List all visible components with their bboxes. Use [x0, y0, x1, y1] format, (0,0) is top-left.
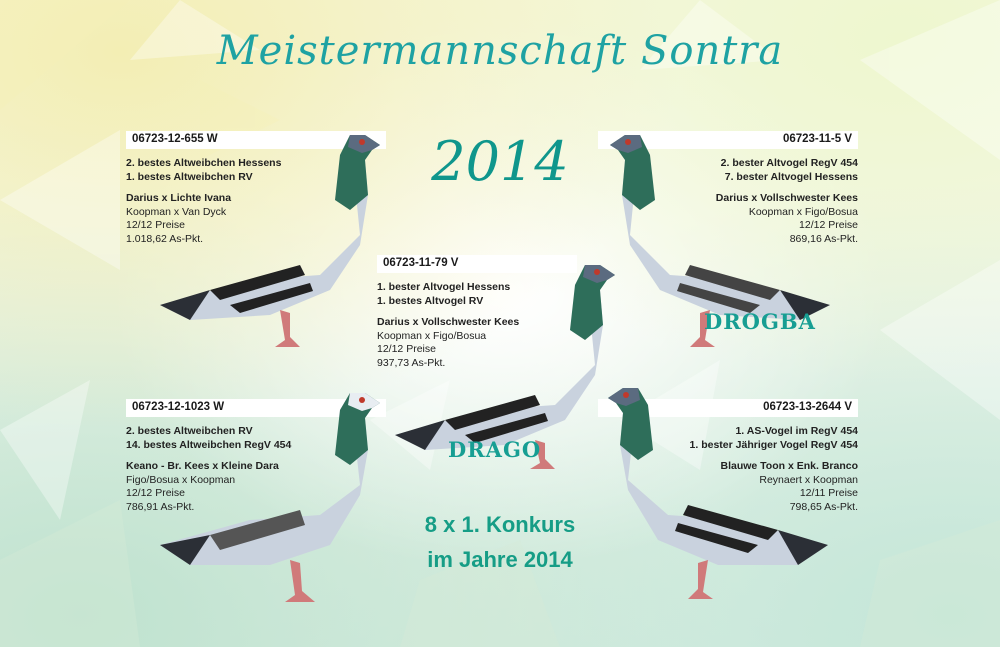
ring-number: 06723-11-79 V	[377, 255, 577, 273]
parents: Darius x Vollschwester Kees	[715, 192, 858, 204]
pigeon-image-1	[150, 115, 390, 350]
ring-number: 06723-11-5 V	[598, 131, 858, 149]
parents: Keano - Br. Kees x Kleine Dara	[126, 460, 279, 472]
achievement: 1. AS-Vogel im RegV 454	[735, 425, 858, 437]
prizes: 12/12 Preise	[377, 343, 436, 355]
achievement: 1. bester Jähriger Vogel RegV 454	[689, 438, 858, 451]
year-heading: 2014	[431, 130, 569, 193]
pigeon-image-4	[150, 385, 390, 615]
breed: Koopman x Figo/Bosua	[377, 329, 487, 342]
ring-number: 06723-13-2644 V	[598, 399, 858, 417]
achievement: 7. bester Altvogel Hessens	[724, 170, 858, 183]
prizes: 12/12 Preise	[126, 487, 185, 499]
breed: Reynaert x Koopman	[759, 473, 858, 486]
points: 869,16 As-Pkt.	[789, 232, 858, 245]
achievement: 1. bestes Altvogel RV	[377, 294, 484, 307]
prizes: 12/11 Preise	[799, 487, 858, 499]
achievement: 1. bester Altvogel Hessens	[377, 281, 511, 293]
parents: Darius x Vollschwester Kees	[377, 316, 520, 328]
breed: Figo/Bosua x Koopman	[126, 473, 236, 486]
achievement: 2. bestes Altweibchen RV	[126, 425, 253, 437]
parents: Blauwe Toon x Enk. Branco	[720, 460, 858, 472]
poster-title: Meistermannschaft Sontra	[216, 28, 784, 74]
achievement: 14. bestes Altweibchen RegV 454	[126, 438, 292, 451]
ring-number: 06723-12-655 W	[126, 131, 386, 149]
breed: Koopman x Figo/Bosua	[748, 205, 858, 218]
ring-number: 06723-12-1023 W	[126, 399, 386, 417]
bird-name-drago: DRAGO	[448, 437, 542, 462]
bird-name-drogba: DROGBA	[704, 309, 816, 334]
parents: Darius x Lichte Ivana	[126, 192, 232, 204]
achievement: 1. bestes Altweibchen RV	[126, 170, 253, 183]
pigeon-image-5	[598, 380, 838, 610]
breed: Koopman x Van Dyck	[126, 205, 227, 218]
prizes: 12/12 Preise	[799, 219, 858, 231]
achievement: 2. bestes Altweibchen Hessens	[126, 157, 282, 169]
prizes: 12/12 Preise	[126, 219, 185, 231]
points: 1.018,62 As-Pkt.	[126, 232, 204, 245]
konkurs-line: 8 x 1. Konkurs	[424, 512, 576, 537]
points: 786,91 As-Pkt.	[126, 500, 195, 513]
points: 937,73 As-Pkt.	[377, 356, 446, 369]
points: 798,65 As-Pkt.	[789, 500, 858, 513]
achievement: 2. bester Altvogel RegV 454	[720, 157, 858, 169]
year-line: im Jahre 2014	[427, 547, 573, 572]
